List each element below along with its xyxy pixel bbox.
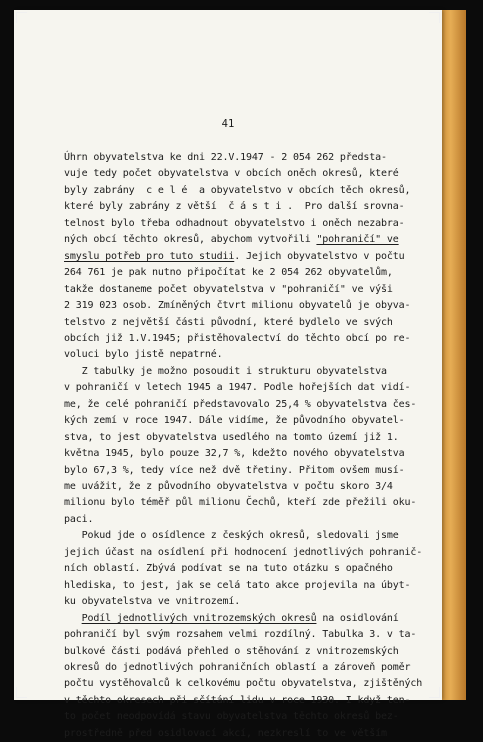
binder-edge bbox=[438, 10, 466, 700]
text-segment: jejich účast na osídlení při hodnocení jednotlivých pohranič- bbox=[64, 546, 423, 558]
text-segment: telstvo z největší části původní, které bydlelo ve svých bbox=[64, 316, 393, 328]
underlined-text: "pohraničí" ve bbox=[316, 234, 399, 246]
text-line bbox=[64, 364, 387, 380]
page-corner-mark bbox=[429, 687, 440, 698]
text-line bbox=[64, 545, 422, 561]
text-segment: Úhrn obyvatelstva ke dni 22.V.1947 - 2 054 262 předsta- bbox=[64, 152, 387, 163]
text-segment: ných obcí těchto okresů, abychom vytvořili bbox=[64, 234, 317, 246]
text-segment: okresů do jednotlivých pohraničních oblastí a zároveň poměr bbox=[64, 661, 411, 673]
text-segment: me uvážit, že z původního obyvatelstva v počtu skoro 3/4 bbox=[64, 481, 393, 492]
text-segment: milionu bylo téměř půl milionu Čechů, kteří zde přežili oku- bbox=[64, 497, 417, 509]
text-line bbox=[64, 709, 399, 725]
text-line bbox=[64, 463, 405, 479]
text-line bbox=[64, 446, 405, 462]
text-segment: pohraničí byl svým rozsahem velmi rozdílný. Tabulka 3. v ta- bbox=[64, 629, 417, 641]
text-line bbox=[64, 413, 405, 429]
text-line bbox=[64, 627, 416, 643]
text-line bbox=[64, 726, 387, 742]
text-segment: Pokud jde o osídlence z českých okresů, sledovali jsme bbox=[64, 530, 399, 542]
text-line bbox=[64, 216, 405, 232]
text-segment: takže dostaneme počet obyvatelstva v "pohraničí" ve výši bbox=[64, 283, 393, 295]
text-line bbox=[64, 282, 393, 298]
text-line bbox=[64, 676, 422, 692]
page-corner-mark bbox=[16, 687, 27, 698]
text-line bbox=[64, 331, 410, 347]
text-segment: kých zemí v roce 1947. Dále vidíme, že původního obyvatel- bbox=[64, 415, 405, 427]
text-segment: bylo 67,3 %, tedy více než dvě třetiny. Přitom ovšem musí- bbox=[64, 464, 405, 476]
text-line bbox=[64, 594, 240, 610]
text-segment: byly zabrány c e l é a obyvatelstvo v obcích těch okresů, bbox=[64, 184, 411, 196]
document-page bbox=[14, 10, 442, 739]
text-line bbox=[64, 693, 410, 709]
underlined-text: smyslu potřeb pro tuto studii bbox=[64, 250, 235, 262]
text-line bbox=[64, 232, 399, 248]
text-segment: paci. bbox=[64, 513, 94, 525]
text-segment: v pohraničí v letech 1945 a 1947. Podle hořejších dat vidí- bbox=[64, 382, 411, 394]
text-line bbox=[64, 495, 416, 511]
text-line bbox=[64, 644, 399, 660]
text-segment: které byly zabrány z větší č á s t i . Pro další srovna- bbox=[64, 201, 405, 213]
text-line bbox=[64, 347, 223, 363]
text-line bbox=[64, 611, 399, 627]
text-line bbox=[64, 265, 393, 281]
page-corner-mark bbox=[429, 12, 440, 23]
text-segment: Z tabulky je možno posoudit i strukturu obyvatelstva bbox=[64, 365, 387, 377]
text-segment: to počet neodpovídá stavu obyvatelstva těchto okresů bez- bbox=[64, 711, 399, 723]
text-segment: voluci bylo jistě nepatrné. bbox=[64, 349, 223, 361]
text-line bbox=[64, 528, 399, 544]
text-segment: . Jejich obyvatelstvo v počtu bbox=[234, 250, 405, 262]
text-line bbox=[64, 199, 405, 215]
underlined-text: Podíl jednotlivých vnitrozemských okresů bbox=[81, 612, 317, 624]
text-segment: prostředně před osidlovací akcí, nezkreslí to ve větším bbox=[64, 727, 387, 739]
page-corner-mark bbox=[16, 12, 27, 23]
text-segment: 2 319 023 osob. Zmíněných čtvrt milionu obyvatelů je obyva- bbox=[64, 300, 411, 312]
text-line bbox=[64, 660, 410, 676]
text-line bbox=[64, 150, 387, 166]
text-line bbox=[64, 430, 399, 446]
text-segment: me, že celé pohraničí představovalo 25,4 % obyvatelstva čes- bbox=[64, 398, 417, 410]
text-segment: stva, to jest obyvatelstva usedlého na tomto území již 1. bbox=[64, 431, 399, 443]
text-segment: května 1945, bylo pouze 32,7 %, kdežto nového obyvatelstva bbox=[64, 448, 405, 460]
text-line bbox=[64, 315, 393, 331]
text-segment: počtu vystěhovalců k celkovému počtu obyvatelstva, zjištěných bbox=[64, 678, 423, 690]
text-segment: bulkové části podává přehled o stěhování z vnitrozemských bbox=[64, 645, 399, 657]
text-line bbox=[64, 183, 410, 199]
text-segment: na osidlování bbox=[316, 612, 399, 624]
text-segment: telnost bylo třeba odhadnout obyvatelstvo i oněch nezabra- bbox=[64, 217, 405, 229]
text-line bbox=[64, 578, 410, 594]
text-line bbox=[64, 479, 393, 495]
page-number: 41 bbox=[221, 118, 235, 130]
text-line bbox=[64, 298, 410, 314]
text-segment: ních oblastí. Zbývá podívat se na tuto otázku s opačného bbox=[64, 563, 393, 575]
text-line bbox=[64, 397, 416, 413]
text-segment: hlediska, to jest, jak se celá tato akce projevila na úbyt- bbox=[64, 579, 411, 591]
text-line bbox=[64, 561, 393, 577]
text-segment: 264 761 je pak nutno připočítat ke 2 054 262 obyvatelům, bbox=[64, 267, 393, 279]
text-segment bbox=[64, 613, 82, 624]
text-line bbox=[64, 512, 93, 528]
text-segment: ku obyvatelstva ve vnitrozemí. bbox=[64, 596, 241, 608]
text-line bbox=[64, 166, 399, 182]
text-line bbox=[64, 249, 405, 265]
text-line bbox=[64, 380, 410, 396]
text-segment: obcích již 1.V.1945; přistěhovalectví do těchto obcí po re- bbox=[64, 332, 411, 344]
text-segment: vuje tedy počet obyvatelstva v obcích oněch okresů, které bbox=[64, 168, 399, 180]
text-segment: v těchto okresech při sčítání lidu v roce 1930. I když ten- bbox=[64, 694, 411, 706]
